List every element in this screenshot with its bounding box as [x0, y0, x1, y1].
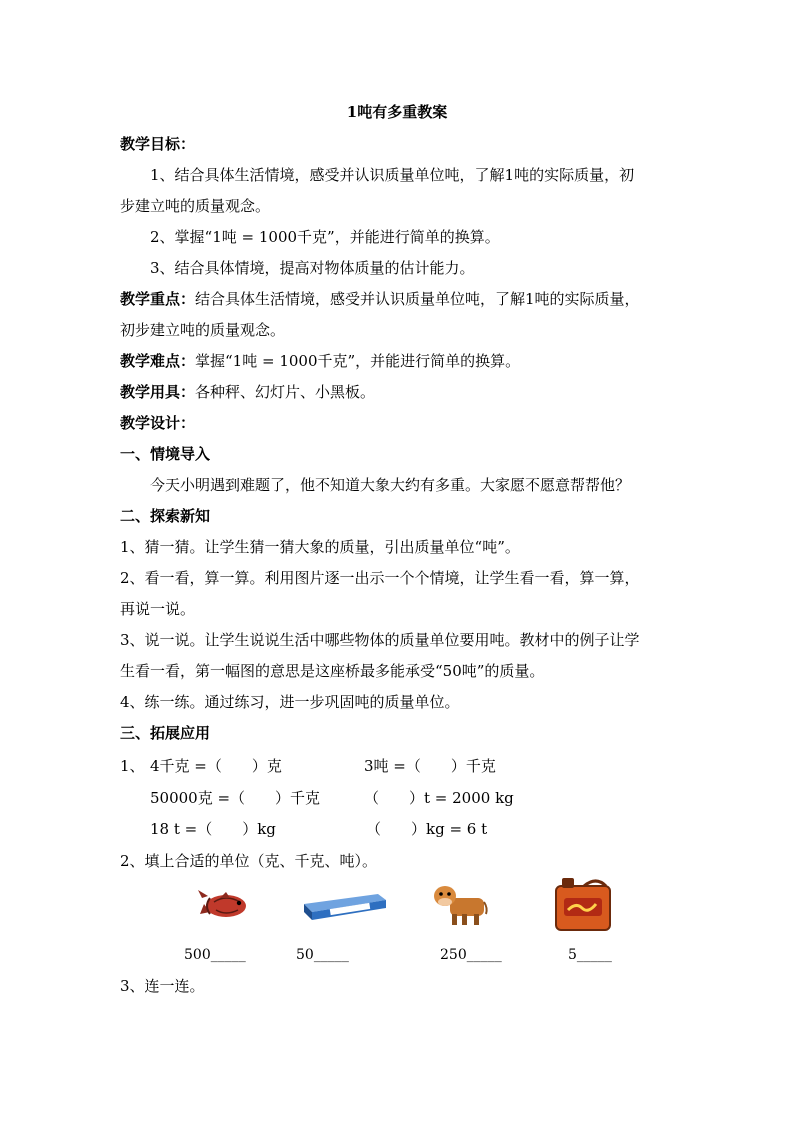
blank-fish: 500_____: [184, 947, 246, 963]
page-title: 1吨有多重教案: [346, 103, 448, 121]
key-points-text-b: 初步建立吨的质量观念。: [120, 321, 286, 339]
tools: [120, 382, 375, 402]
tools-text: 各种秤、幻灯片、小黑板。: [195, 383, 376, 401]
oil-jug-image: [550, 876, 616, 934]
cow-image: [430, 878, 490, 928]
difficulty-label: 教学难点：: [120, 352, 196, 370]
goals-heading: 教学目标：: [120, 135, 196, 153]
section-3-heading: 三、拓展应用: [120, 724, 211, 742]
exercise-1-row-3-b: （ ）kg = 6 t: [366, 820, 488, 838]
goal-3: 3、结合具体情境，提高对物体质量的估计能力。: [150, 259, 475, 277]
exercise-3-title: 3、连一连。: [120, 977, 205, 995]
section-2-item-3-a: 3、说一说。让学生说说生活中哪些物体的质量单位要用吨。教材中的例子让学: [120, 631, 640, 649]
section-1-heading: 一、情境导入: [120, 445, 211, 463]
exercise-1-number: 1、: [120, 757, 145, 775]
tools-label: 教学用具：: [120, 383, 196, 401]
box-image: [300, 890, 388, 922]
difficulty-text: 掌握“1吨 = 1000千克”，并能进行简单的换算。: [195, 352, 521, 370]
section-2-heading: 二、探索新知: [120, 507, 211, 525]
exercise-2-title: 2、填上合适的单位（克、千克、吨）。: [120, 852, 378, 870]
key-points-text-a: 结合具体生活情境，感受并认识质量单位吨，了解1吨的实际质量，: [195, 290, 640, 308]
fish-image: [196, 888, 252, 924]
blank-box: 50_____: [296, 947, 349, 963]
goal-1-line-b: 步建立吨的质量观念。: [120, 197, 271, 215]
goal-2: 2、掌握“1吨 = 1000千克”，并能进行简单的换算。: [150, 228, 500, 246]
key-points-label: 教学重点：: [120, 290, 196, 308]
section-2-item-3-b: 生看一看，第一幅图的意思是这座桥最多能承受“50吨”的质量。: [120, 662, 545, 680]
section-2-item-2-b: 再说一说。: [120, 600, 196, 618]
goal-1-line-a: 1、结合具体生活情境，感受并认识质量单位吨，了解1吨的实际质量，初: [150, 166, 635, 184]
section-2-item-4: 4、练一练。通过练习，进一步巩固吨的质量单位。: [120, 693, 460, 711]
exercise-1-row-3-a: 18 t =（ ）kg: [150, 820, 276, 838]
difficulty: [120, 351, 520, 371]
blank-cow: 250_____: [440, 947, 502, 963]
exercise-1-row-1-a: 4千克 =（ ）克: [150, 757, 282, 775]
section-2-item-1: 1、猜一猜。让学生猜一猜大象的质量，引出质量单位“吨”。: [120, 538, 520, 556]
blank-oil-jug: 5_____: [568, 947, 612, 963]
exercise-1-row-1-b: 3吨 =（ ）千克: [364, 757, 496, 775]
section-1-text: 今天小明遇到难题了，他不知道大象大约有多重。大家愿不愿意帮帮他？: [150, 476, 631, 494]
section-2-item-2-a: 2、看一看，算一算。利用图片逐一出示一个个情境，让学生看一看，算一算，: [120, 569, 640, 587]
exercise-1-row-2-b: （ ）t = 2000 kg: [364, 789, 514, 807]
key-points: [120, 289, 640, 309]
design-heading: 教学设计：: [120, 414, 196, 432]
exercise-1-row-2-a: 50000克 =（ ）千克: [150, 789, 321, 807]
